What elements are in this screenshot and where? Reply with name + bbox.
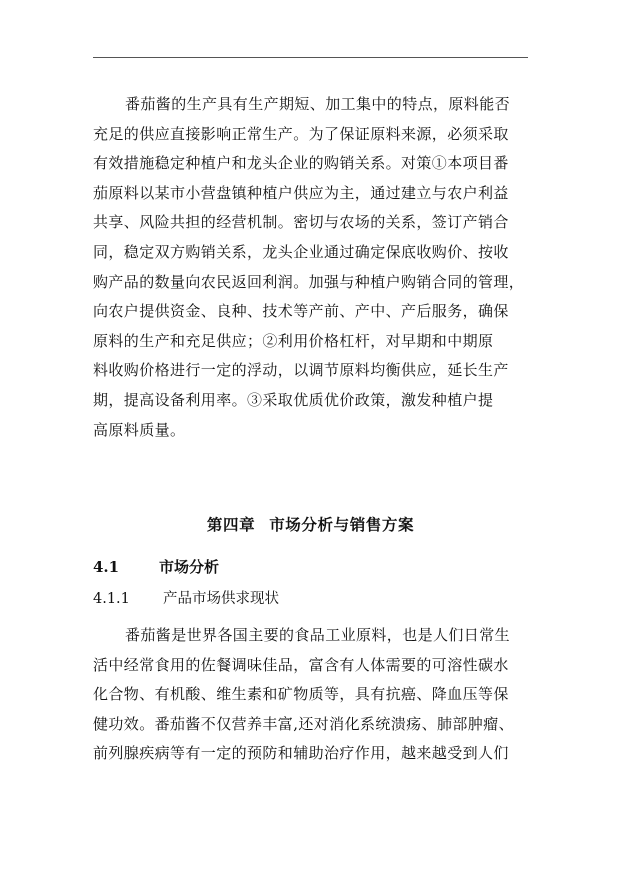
- paragraph-line: 购产品的数量向农民返回利润。加强与种植户购销合同的管理，: [93, 272, 525, 291]
- paragraph-line: 同，稳定双方购销关系，龙头企业通过确定保底收购价、按收: [93, 242, 509, 261]
- paragraph-line: 充足的供应直接影响正常生产。为了保证原料来源，必须采取: [93, 124, 509, 143]
- paragraph-line: 前列腺疾病等有一定的预防和辅助治疗作用，越来越受到人们: [93, 744, 509, 763]
- chapter-number: 第四章: [206, 515, 256, 534]
- paragraph-line: 料收购价格进行一定的浮动，以调节原料均衡供应，延长生产: [93, 361, 509, 380]
- section-title: 市场分析: [159, 558, 220, 576]
- paragraph-line: 化合物、有机酸、维生素和矿物质等，具有抗癌、降血压等保: [93, 685, 509, 704]
- chapter-heading: [93, 513, 528, 535]
- paragraph-line: 向农户提供资金、良种、技术等产前、产中、产后服务，确保: [93, 302, 509, 321]
- paragraph-line: 健功效。番茄酱不仅营养丰富,还对消化系统溃疡、肺部肿瘤、: [93, 714, 514, 733]
- paragraph-line: 有效措施稳定种植户和龙头企业的购销关系。对策①本项目番: [93, 154, 509, 173]
- paragraph-line: 活中经常食用的佐餐调味佳品，富含有人体需要的可溶性碳水: [93, 655, 509, 674]
- paragraph-line: 茄原料以某市小营盘镇种植户供应为主，通过建立与农户利益: [93, 183, 509, 202]
- subsection-heading: [93, 587, 279, 608]
- section-number: 4.1: [93, 558, 120, 576]
- paragraph-raw-material-supply: [93, 90, 533, 445]
- paragraph-line: 共享、风险共担的经营机制。密切与农场的关系，签订产销合: [93, 213, 509, 232]
- paragraph-line: 期，提高设备利用率。③采取优质优价政策，激发种植户提: [93, 390, 494, 409]
- paragraph-line: 原料的生产和充足供应；②利用价格杠杆，对早期和中期原: [93, 331, 494, 350]
- subsection-number: 4.1.1: [93, 591, 130, 607]
- paragraph-line: 番茄酱的生产具有生产期短、加工集中的特点，原料能否: [125, 95, 511, 113]
- section-heading: [93, 556, 219, 577]
- paragraph-line: 番茄酱是世界各国主要的食品工业原料，也是人们日常生: [125, 626, 511, 644]
- paragraph-line: 高原料质量。: [93, 420, 186, 439]
- paragraph-market-status: [93, 621, 533, 769]
- chapter-title: 市场分析与销售方案: [269, 515, 415, 534]
- header-rule: [93, 57, 528, 58]
- subsection-title: 产品市场供求现状: [163, 591, 279, 607]
